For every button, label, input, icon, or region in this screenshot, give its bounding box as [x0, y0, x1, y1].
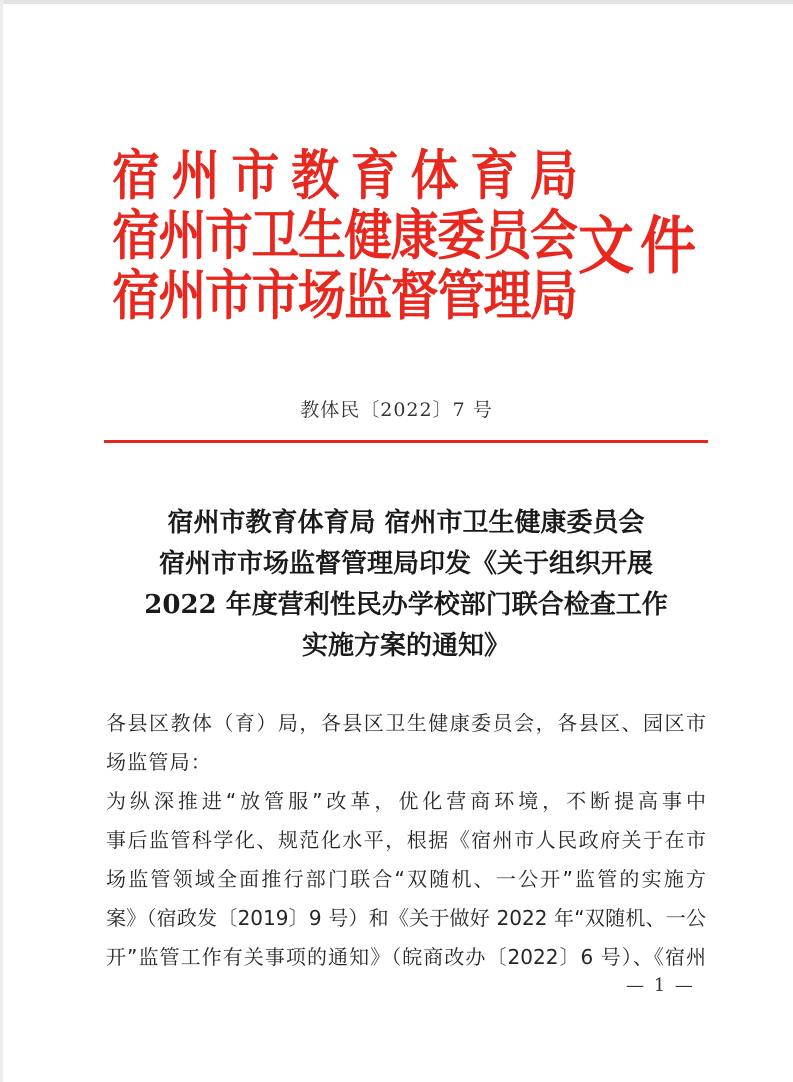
issuer-character: 会: [529, 204, 578, 268]
body-line: 案》（宿政发〔2019〕9 号）和《关于做好 2022 年“双随机、一公: [106, 906, 706, 930]
issuer-character: 卫: [251, 204, 300, 268]
issuer-character: 市: [204, 264, 253, 328]
issuer-character: 员: [483, 204, 532, 268]
document-suffix: 文件: [578, 209, 702, 283]
issuer-market-supervision-bureau: [112, 264, 578, 328]
document-number: 教体民〔2022〕7 号: [300, 399, 493, 421]
issuer-character: 督: [390, 264, 439, 328]
document-title: [104, 503, 708, 667]
title-line: 2022 年度营利性民办学校部门联合检查工作: [144, 590, 668, 620]
issuer-character: 市: [204, 204, 253, 268]
issuer-character: 理: [483, 264, 532, 328]
issuer-character: 监: [344, 264, 393, 328]
scan-edge-left: [0, 0, 3, 1082]
issuer-character: 宿: [112, 204, 161, 268]
issuer-character: 育: [470, 144, 519, 208]
issuer-character: 教: [291, 144, 340, 208]
issuer-character: 管: [437, 264, 486, 328]
body-line: 开”监管工作有关事项的通知》（皖商改办〔2022〕6 号）、《宿州: [106, 945, 706, 969]
issuing-agencies: [112, 144, 578, 328]
body-line: 为纵深推进“放管服”改革，优化营商环境，不断提高事中: [106, 789, 706, 813]
title-line: 宿州市市场监督管理局印发《关于组织开展: [158, 549, 653, 579]
issuer-character: 州: [171, 144, 220, 208]
title-line: 实施方案的通知》: [301, 631, 510, 661]
issuer-character: 市: [251, 264, 300, 328]
issuer-character: 局: [529, 264, 578, 328]
scan-edge-top: [0, 0, 793, 4]
body-line: 场监管领域全面推行部门联合“双随机、一公开”监管的实施方: [106, 867, 706, 891]
title-line: 宿州市教育体育局 宿州市卫生健康委员会: [167, 508, 645, 538]
document-body: [106, 704, 706, 977]
issuer-character: 育: [350, 144, 399, 208]
issuer-character: 市: [231, 144, 280, 208]
issuer-education-sports-bureau: [112, 144, 578, 208]
issuer-health-commission: [112, 204, 578, 268]
page-number: — 1 —: [626, 975, 695, 996]
issuer-character: 体: [410, 144, 459, 208]
issuer-character: 健: [344, 204, 393, 268]
body-line: 事后监管科学化、规范化水平，根据《宿州市人民政府关于在市: [106, 828, 706, 852]
issuer-character: 宿: [112, 144, 161, 208]
body-line: 各县区教体（育）局，各县区卫生健康委员会，各县区、园区市: [106, 711, 706, 735]
issuer-character: 生: [297, 204, 346, 268]
issuer-character: 宿: [112, 264, 161, 328]
issuer-character: 委: [437, 204, 486, 268]
issuer-character: 州: [158, 264, 207, 328]
issuer-character: 场: [297, 264, 346, 328]
issuer-character: 州: [158, 204, 207, 268]
red-divider-line: [104, 440, 708, 443]
body-line: 场监管局：: [106, 750, 212, 774]
issuer-character: 康: [390, 204, 439, 268]
issuer-character: 局: [529, 144, 578, 208]
